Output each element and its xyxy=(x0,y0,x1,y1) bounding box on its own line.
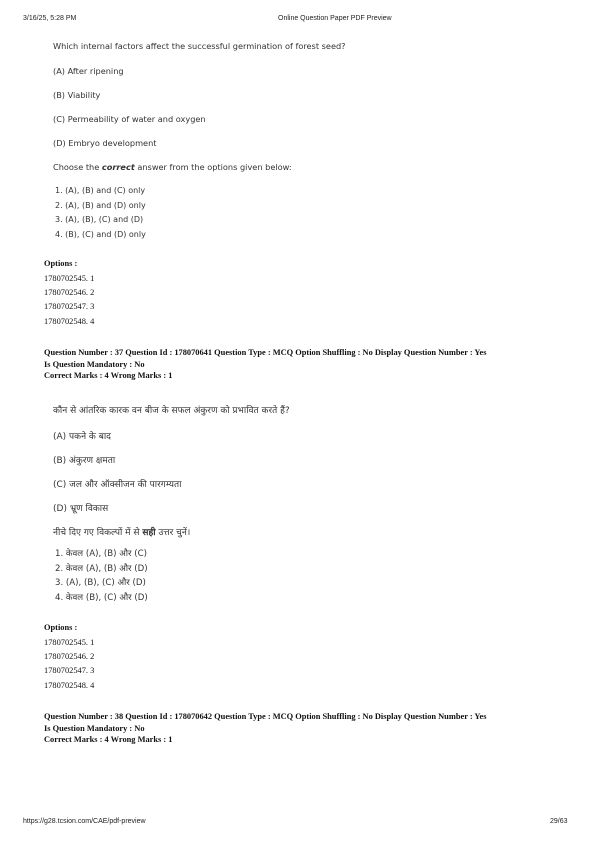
option-id-1: 1780702545. 1 xyxy=(44,274,95,283)
option-id-1: 1780702545. 1 xyxy=(44,638,95,647)
statement-c: (C) Permeability of water and oxygen xyxy=(53,114,206,124)
question-text: Which internal factors affect the successful germination of forest seed? xyxy=(53,41,346,51)
choice-3: 3. (A), (B), (C) and (D) xyxy=(55,215,144,224)
options-label: Options : xyxy=(44,259,78,268)
statement-d-hindi: (D) भ्रूण विकास xyxy=(53,504,109,514)
page-number: 29/63 xyxy=(550,818,568,825)
choose-prefix: Choose the xyxy=(53,162,102,172)
statement-a: (A) After ripening xyxy=(53,66,124,76)
meta-line-2: Is Question Mandatory : No xyxy=(44,723,145,733)
choose-bold-hindi: सही xyxy=(142,528,156,538)
option-id-3: 1780702547. 3 xyxy=(44,302,95,312)
choice-1-hindi: 1. केवल (A), (B) और (C) xyxy=(55,549,147,559)
statement-b: (B) Viability xyxy=(53,90,101,100)
statement-d: (D) Embryo development xyxy=(53,138,157,148)
choose-instruction-hindi xyxy=(53,525,190,538)
meta-line-2: Is Question Mandatory : No xyxy=(44,359,145,369)
choose-suffix-hindi: उत्तर चुनें। xyxy=(155,528,191,538)
question-meta-38 xyxy=(44,711,487,746)
options-list xyxy=(44,272,94,329)
meta-line-1: Question Number : 38 Question Id : 178070642 Question Type : MCQ Option Shuffling : No Display Question Number : Yes xyxy=(44,712,487,721)
page-title: Online Question Paper PDF Preview xyxy=(278,15,392,22)
print-datetime: 3/16/25, 5:28 PM xyxy=(23,15,77,22)
option-id-3: 1780702547. 3 xyxy=(44,666,95,676)
choose-suffix: answer from the options given below: xyxy=(134,162,292,172)
statement-a-hindi: (A) पकने के बाद xyxy=(53,432,111,442)
choice-4: 4. (B), (C) and (D) only xyxy=(55,229,146,239)
choice-1: 1. (A), (B) and (C) only xyxy=(55,186,146,195)
statement-b-hindi: (B) अंकुरण क्षमता xyxy=(53,456,116,466)
meta-line-3: Correct Marks : 4 Wrong Marks : 1 xyxy=(44,735,173,744)
statement-c-hindi: (C) जल और ऑक्सीजन की पारगम्यता xyxy=(53,480,182,490)
choose-prefix-hindi: नीचे दिए गए विकल्पों में से xyxy=(53,528,143,538)
choice-4-hindi: 4. केवल (B), (C) और (D) xyxy=(55,592,148,603)
option-id-2: 1780702546. 2 xyxy=(44,288,95,298)
choice-2: 2. (A), (B) and (D) only xyxy=(55,200,146,210)
question-text-hindi: कौन से आंतरिक कारक वन बीज के सफल अंकुरण को प्रभावित करते हैं? xyxy=(53,406,290,416)
option-id-2: 1780702546. 2 xyxy=(44,652,95,662)
footer-url[interactable]: https://g28.tcsion.com/CAE/pdf-preview xyxy=(23,818,146,825)
choice-2-hindi: 2. केवल (A), (B) और (D) xyxy=(55,563,148,574)
option-id-4: 1780702548. 4 xyxy=(44,316,95,326)
options-label-2: Options : xyxy=(44,623,78,632)
choice-3-hindi: 3. (A), (B), (C) और (D) xyxy=(55,578,146,588)
options-list-2 xyxy=(44,636,94,693)
answer-choices-hindi xyxy=(55,547,148,605)
meta-line-1: Question Number : 37 Question Id : 178070641 Question Type : MCQ Option Shuffling : No Display Question Number : Yes xyxy=(44,348,487,357)
question-meta xyxy=(44,347,487,382)
option-id-4: 1780702548. 4 xyxy=(44,680,95,690)
meta-line-3: Correct Marks : 4 Wrong Marks : 1 xyxy=(44,371,173,380)
choose-instruction xyxy=(53,162,292,172)
answer-choices xyxy=(55,184,146,242)
choose-bold: correct xyxy=(101,162,135,172)
